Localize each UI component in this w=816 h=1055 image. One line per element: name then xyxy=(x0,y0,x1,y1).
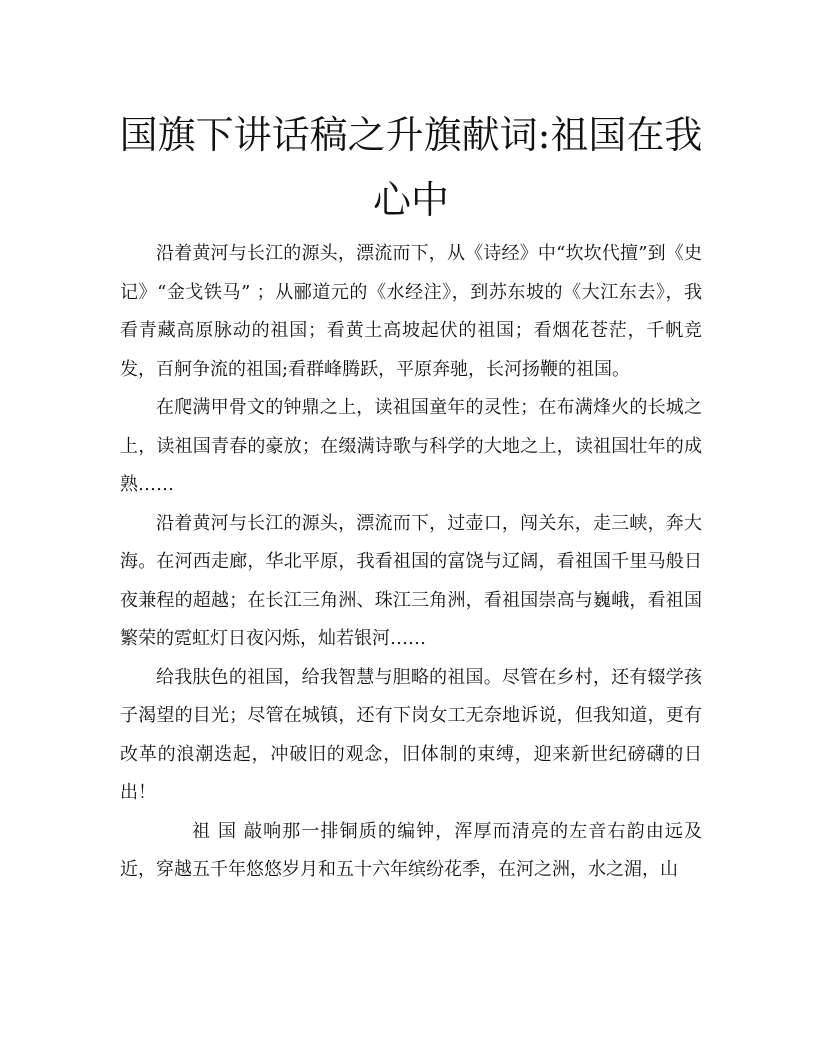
paragraph: 在爬满甲骨文的钟鼎之上，读祖国童年的灵性；在布满烽火的长城之上，读祖国青春的豪放；在缀满诗歌与科学的大地之上，读祖国壮年的成熟…… xyxy=(120,397,702,495)
paragraph: 沿着黄河与长江的源头，漂流而下，过壶口，闯关东，走三峡，奔大海。在河西走廊，华北平原，我看祖国的富饶与辽阔，看祖国千里马般日夜兼程的超越；在长江三角洲、珠江三角洲，看祖国崇高与巍峨，看祖国繁荣的霓虹灯日夜闪烁，灿若银河…… xyxy=(120,512,702,649)
paragraph: 给我肤色的祖国，给我智慧与胆略的祖国。尽管在乡村，还有辍学孩子渴望的目光；尽管在城镇，还有下岗女工无奈地诉说，但我知道，更有改革的浪潮迭起，冲破旧的观念，旧体制的束缚，迎来新世纪磅礴的日出！ xyxy=(120,666,702,803)
paragraph: 祖 国 敲响那一排铜质的编钟，浑厚而清亮的左音右韵由远及近，穿越五千年悠悠岁月和五十六年缤纷花季，在河之洲，水之湄，山 xyxy=(120,820,702,880)
document-body xyxy=(120,235,702,890)
paragraph: 沿着黄河与长江的源头，漂流而下，从《诗经》中“坎坎代擅”到《史记》“金戈铁马” ；从郦道元的《水经注》，到苏东坡的《大江东去》，我看青藏高原脉动的祖国；看黄土高坡起伏的祖国；看烟花苍茫，千帆竞发，百舸争流的祖国;看群峰腾跃，平原奔驰，长河扬鞭的祖国。 xyxy=(120,243,702,380)
document-title: 国旗下讲话稿之升旗献词:祖国在我心中 xyxy=(119,113,703,222)
